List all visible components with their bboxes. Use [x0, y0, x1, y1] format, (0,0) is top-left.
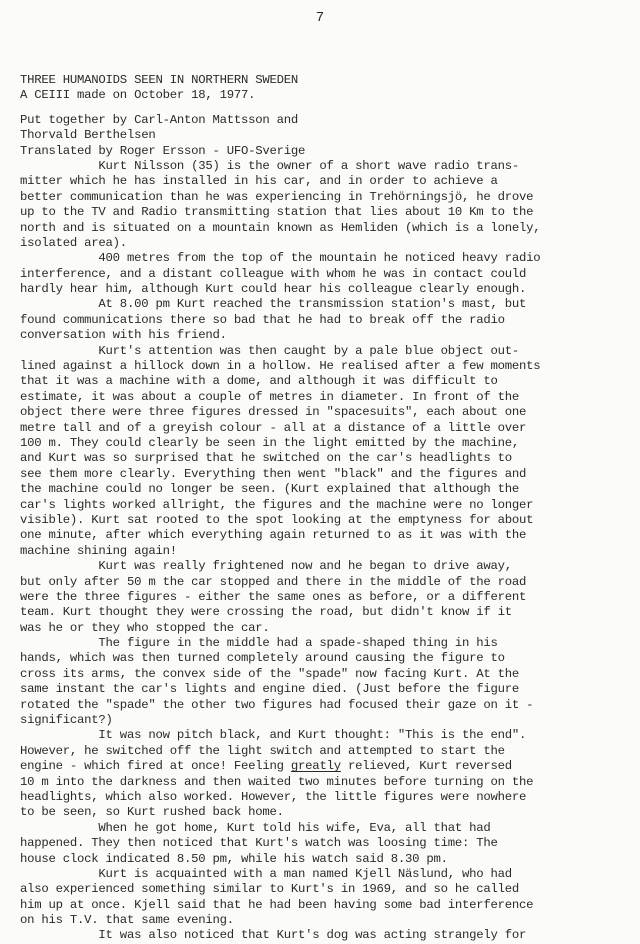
body-line: one minute, after which everything again returned to as it was with the [20, 528, 527, 543]
body-line: 400 metres from the top of the mountain he noticed heavy radio [20, 251, 541, 266]
body-line: metre tall and of a greyish colour - all at a distance of a little over [20, 420, 527, 435]
body-line: on his T.V. that same evening. [20, 913, 234, 928]
body-line: better communication than he was experiencing in Trehörningsjö, he drove [20, 189, 534, 204]
body-line: team. Kurt thought they were crossing the road, but didn't know if it [20, 605, 512, 620]
body-line: estimate, it was about a couple of metres in diameter. In front of the [20, 389, 520, 404]
body-line: and Kurt was so surprised that he switched on the car's headlights to [20, 451, 512, 466]
body-line: but only after 50 m the car stopped and there in the middle of the road [20, 574, 527, 589]
body-line: him up at once. Kjell said that he had been having some bad interference [20, 897, 534, 912]
body-line: also experienced something similar to Kurt's in 1969, and so he called [20, 882, 520, 897]
body-line: mitter which he has installed in his car, and in order to achieve a [20, 174, 498, 189]
credits-line: Put together by Carl-Anton Mattsson and [20, 112, 299, 127]
body-line: Kurt's attention was then caught by a pale blue object out- [20, 343, 520, 358]
body-line: lined against a hillock down in a hollow. He realised after a few moments [20, 359, 541, 374]
body-line: north and is situated on a mountain known as Hemliden (which is a lonely, [20, 220, 541, 235]
body-line: machine shining again! [20, 543, 177, 558]
body-line: was he or they who stopped the car. [20, 620, 270, 635]
body-line: 100 m. They could clearly be seen in the light emitted by the machine, [20, 435, 520, 450]
article-body [20, 159, 632, 944]
article-subtitle: A CEIII made on October 18, 1977. [20, 88, 256, 103]
body-line: When he got home, Kurt told his wife, Eva, all that had [20, 820, 491, 835]
page-number: 7 [315, 10, 325, 26]
body-line: found communications there so bad that he had to break off the radio [20, 312, 505, 327]
body-line: rotated the "spade" the other two figures had focused their gaze on it - [20, 697, 534, 712]
body-line: headlights, which also worked. However, the little figures were nowhere [20, 789, 527, 804]
body-line: that it was a machine with a dome, and although it was difficult to [20, 374, 498, 389]
body-line: conversation with his friend. [20, 328, 227, 343]
body-line: cross its arms, the convex side of the "spade" now facing Kurt. At the [20, 666, 520, 681]
body-line: It was now pitch black, and Kurt thought: "This is the end". [20, 728, 527, 743]
body-line: At 8.00 pm Kurt reached the transmission station's mast, but [20, 297, 527, 312]
body-line: up to the TV and Radio transmitting station that lies about 10 Km to the [20, 205, 534, 220]
body-line: visible). Kurt sat rooted to the spot looking at the emptyness for about [20, 512, 534, 527]
credits-line: Thorvald Berthelsen [20, 128, 156, 143]
body-line: Kurt is acquainted with a man named Kjell Näslund, who had [20, 866, 512, 881]
body-line: same instant the car's lights and engine died. (Just before the figure [20, 682, 520, 697]
article [20, 73, 632, 944]
body-line: house clock indicated 8.50 pm, while his watch said 8.30 pm. [20, 851, 448, 866]
body-line: Kurt was really frightened now and he began to drive away, [20, 559, 512, 574]
body-line: However, he switched off the light switch and attempted to start the [20, 743, 505, 758]
body-line: were the three figures - either the same ones as before, or a different [20, 589, 527, 604]
body-line: the machine could no longer be seen. (Kurt explained that although the [20, 482, 520, 497]
body-line: happened. They then noticed that Kurt's watch was loosing time: The [20, 836, 498, 851]
body-line: 10 m into the darkness and then waited two minutes before turning on the [20, 774, 534, 789]
body-line: car's lights worked allright, the figures and the machine were no longer [20, 497, 534, 512]
body-line: isolated area). [20, 235, 127, 250]
body-line: to be seen, so Kurt rushed back home. [20, 805, 284, 820]
article-title: THREE HUMANOIDS SEEN IN NORTHERN SWEDEN [20, 73, 299, 87]
body-line: The figure in the middle had a spade-shaped thing in his [20, 636, 498, 651]
body-line: significant?) [20, 713, 113, 728]
body-line: hardly hear him, although Kurt could hear his colleague clearly enough. [20, 282, 527, 297]
translator-line: Translated by Roger Ersson - UFO-Sverige [20, 143, 306, 158]
body-line: see them more clearly. Everything then went "black" and the figures and [20, 466, 527, 481]
body-line: interference, and a distant colleague with whom he was in contact could [20, 266, 527, 281]
body-line: It was also noticed that Kurt's dog was acting strangely for [20, 928, 527, 943]
body-line: Kurt Nilsson (35) is the owner of a short wave radio trans- [20, 158, 520, 173]
body-line: object there were three figures dressed in "spacesuits", each about one [20, 405, 527, 420]
body-line: engine - which fired at once! Feeling greatly relieved, Kurt reversed [20, 759, 512, 774]
body-line: hands, which was then turned completely around causing the figure to [20, 651, 505, 666]
